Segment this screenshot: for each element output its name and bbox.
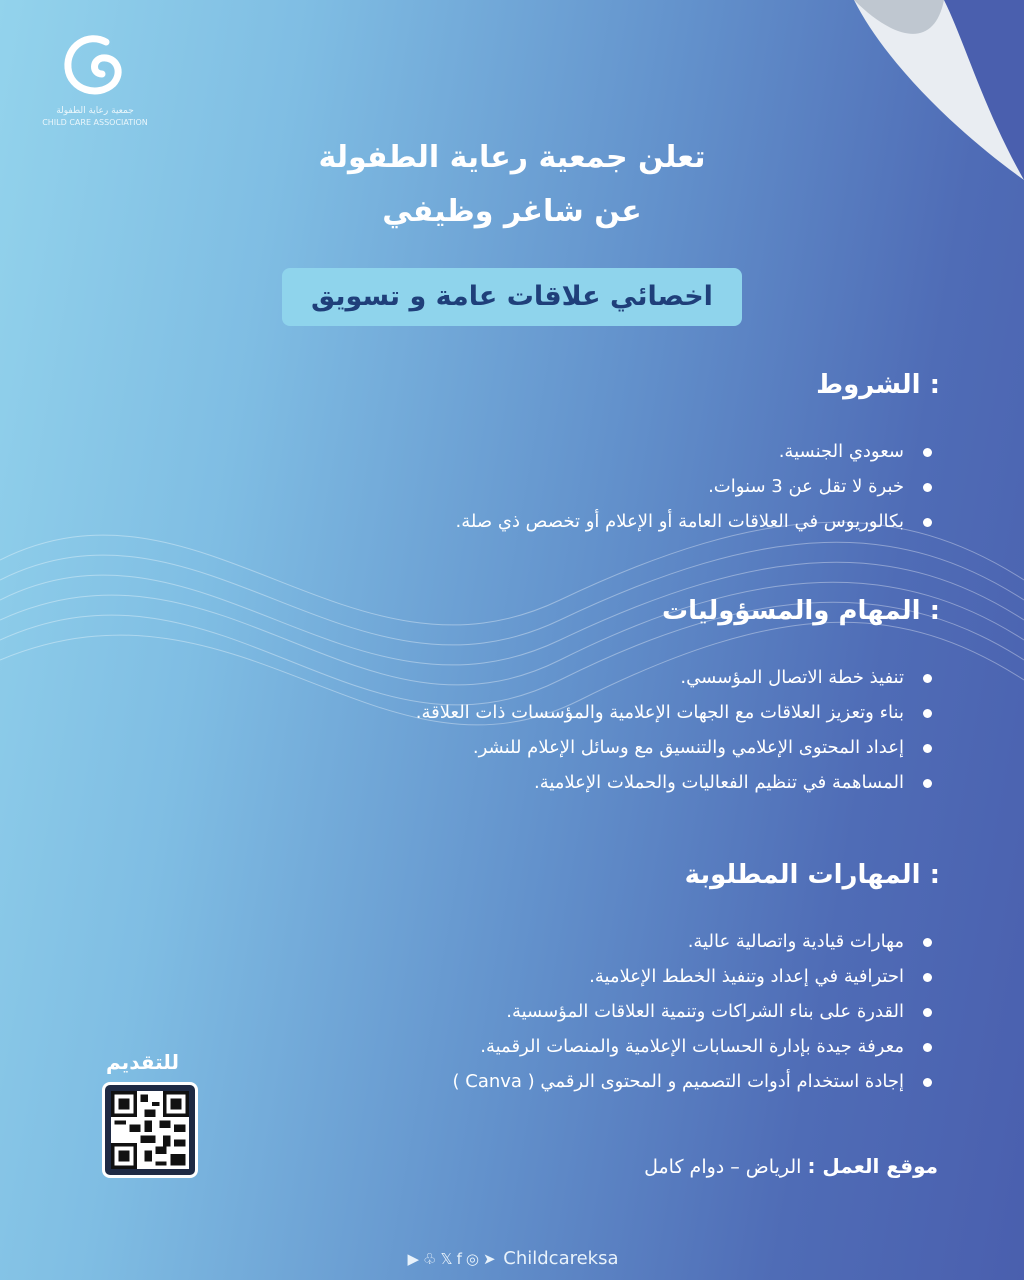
location-value: الرياض – دوام كامل: [644, 1156, 802, 1178]
youtube-icon[interactable]: ▶: [407, 1250, 420, 1268]
apply-label: للتقديم: [106, 1050, 179, 1074]
work-location: [644, 1154, 938, 1178]
list-item: إجادة استخدام أدوات التصميم و المحتوى الرقمي ( Canva ): [453, 1064, 935, 1099]
list-item: إعداد المحتوى الإعلامي والتنسيق مع وسائل الإعلام للنشر.: [416, 730, 934, 765]
list-item: خبرة لا تقل عن 3 سنوات.: [456, 469, 934, 504]
instagram-icon[interactable]: ◎: [465, 1250, 479, 1268]
telegram-icon[interactable]: ➤: [482, 1250, 496, 1268]
section-heading: : المهارات المطلوبة: [684, 860, 940, 890]
x-icon[interactable]: 𝕏: [440, 1250, 453, 1268]
requirements-section: [456, 370, 940, 539]
announcement-subtitle: عن شاغر وظيفي: [382, 194, 642, 229]
list-item: بكالوريوس في العلاقات العامة أو الإعلام أو تخصص ذي صلة.: [456, 504, 934, 539]
job-title-badge: اخصائي علاقات عامة و تسويق: [282, 268, 742, 326]
list-item: مهارات قيادية واتصالية عالية.: [453, 924, 935, 959]
apply-qr-code[interactable]: [102, 1082, 198, 1178]
announcement-title: تعلن جمعية رعاية الطفولة: [318, 140, 706, 175]
list-item: معرفة جيدة بإدارة الحسابات الإعلامية والمنصات الرقمية.: [453, 1029, 935, 1064]
logo: جمعية رعاية الطفولة CHILD CARE ASSOCIATION: [40, 28, 150, 128]
logo-swirl-icon: [58, 28, 132, 102]
responsibilities-section: [416, 596, 940, 800]
list-item: احترافية في إعداد وتنفيذ الخطط الإعلامية.: [453, 959, 935, 994]
list-item: سعودي الجنسية.: [456, 434, 934, 469]
snapchat-icon[interactable]: ♧: [423, 1250, 437, 1268]
skills-section: [453, 860, 941, 1099]
social-footer: [0, 1248, 1024, 1269]
qr-code-icon: [111, 1091, 189, 1169]
section-heading: : الشروط: [816, 370, 940, 400]
list-item: القدرة على بناء الشراكات وتنمية العلاقات المؤسسية.: [453, 994, 935, 1029]
social-handle[interactable]: Childcareksa: [503, 1248, 619, 1269]
list-item: بناء وتعزيز العلاقات مع الجهات الإعلامية والمؤسسات ذات العلاقة.: [416, 695, 934, 730]
facebook-icon[interactable]: f: [456, 1250, 462, 1268]
list-item: تنفيذ خطة الاتصال المؤسسي.: [416, 660, 934, 695]
location-label: موقع العمل :: [807, 1154, 938, 1178]
list-item: المساهمة في تنظيم الفعاليات والحملات الإعلامية.: [416, 765, 934, 800]
section-heading: : المهام والمسؤوليات: [661, 596, 940, 626]
